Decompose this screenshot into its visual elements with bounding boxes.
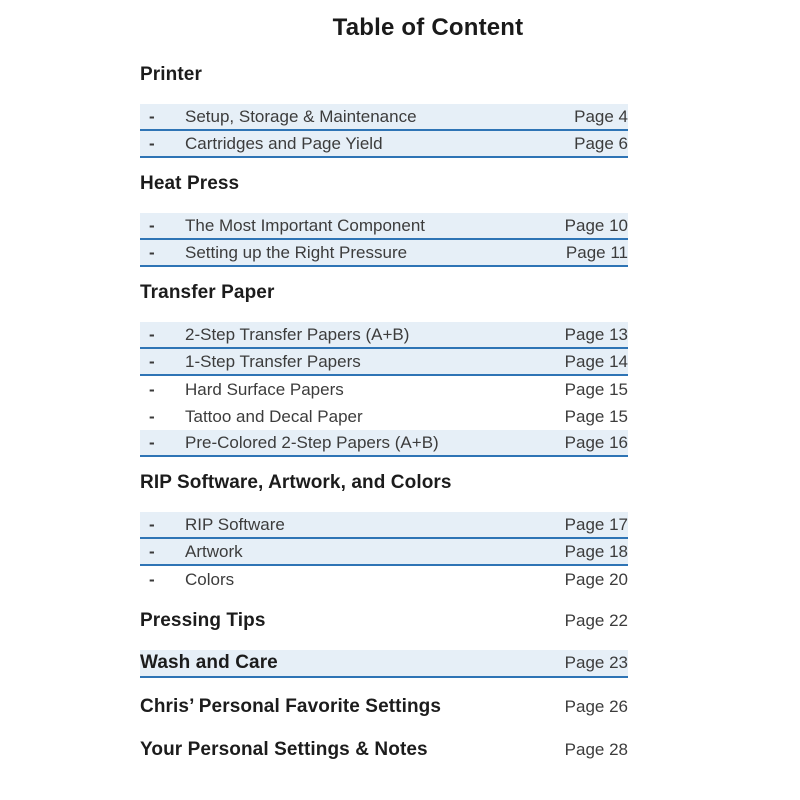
toc-row-most-important-component[interactable] <box>140 213 628 240</box>
dash-bullet: - <box>149 432 155 452</box>
toc-item-page: Page 11 <box>565 242 628 262</box>
dash-bullet: - <box>149 351 155 371</box>
dash-bullet: - <box>149 379 155 399</box>
toc-entry-your-personal-settings[interactable] <box>140 736 628 764</box>
section-heat-press <box>140 173 628 267</box>
toc-item-label: Hard Surface Papers <box>185 379 344 399</box>
dash-bullet: - <box>149 406 155 426</box>
toc-entry-label: Your Personal Settings & Notes <box>140 739 428 760</box>
toc-row-setting-right-pressure[interactable] <box>140 240 628 267</box>
toc-entry-label: Wash and Care <box>140 652 278 673</box>
toc-item-label: RIP Software <box>185 514 285 534</box>
toc-row-cartridges-page-yield[interactable] <box>140 131 628 158</box>
toc-item-page: Page 13 <box>564 324 628 344</box>
section-heading-rip-software: RIP Software, Artwork, and Colors <box>140 472 452 493</box>
toc-item-page: Page 17 <box>564 514 628 534</box>
section-rip-software-artwork-colors <box>140 472 628 593</box>
toc-entry-chris-favorite-settings[interactable] <box>140 693 628 721</box>
toc-entry-wash-and-care[interactable] <box>140 650 628 678</box>
toc-row-1-step-transfer-papers[interactable] <box>140 349 628 376</box>
dash-bullet: - <box>149 215 155 235</box>
toc-item-page: Page 18 <box>564 541 628 561</box>
toc-item-page: Page 15 <box>564 406 628 426</box>
toc-item-page: Page 4 <box>574 106 628 126</box>
dash-bullet: - <box>149 242 155 262</box>
toc-item-label: Pre-Colored 2-Step Papers (A+B) <box>185 432 439 452</box>
page-title: Table of Content <box>332 14 524 41</box>
toc-row-2-step-transfer-papers[interactable] <box>140 322 628 349</box>
toc-item-page: Page 15 <box>564 379 628 399</box>
dash-bullet: - <box>149 133 155 153</box>
toc-entry-page: Page 28 <box>564 740 628 759</box>
toc-entry-page: Page 26 <box>564 697 628 716</box>
toc-item-label: Setting up the Right Pressure <box>185 242 408 262</box>
toc-entry-pressing-tips[interactable] <box>140 607 628 635</box>
toc-item-label: Colors <box>185 569 235 589</box>
toc-entry-label: Chris’ Personal Favorite Settings <box>140 696 442 717</box>
section-heading-heat-press: Heat Press <box>140 173 240 194</box>
toc-item-label: Setup, Storage & Maintenance <box>185 106 417 126</box>
toc-item-page: Page 20 <box>564 569 628 589</box>
section-printer <box>140 64 628 158</box>
section-transfer-paper <box>140 282 628 457</box>
dash-bullet: - <box>149 324 155 344</box>
toc-row-hard-surface-papers[interactable] <box>140 376 628 403</box>
toc-entry-page: Page 23 <box>564 653 628 672</box>
toc-item-page: Page 14 <box>564 351 628 371</box>
toc-item-label: Cartridges and Page Yield <box>185 133 383 153</box>
toc-item-page: Page 10 <box>564 215 628 235</box>
toc-item-label: 1-Step Transfer Papers <box>185 351 361 371</box>
toc-row-rip-software[interactable] <box>140 512 628 539</box>
toc-row-setup-storage-maintenance[interactable] <box>140 104 628 131</box>
toc-row-colors[interactable] <box>140 566 628 593</box>
dash-bullet: - <box>149 514 155 534</box>
dash-bullet: - <box>149 106 155 126</box>
toc-content <box>140 64 628 764</box>
toc-item-page: Page 16 <box>564 432 628 452</box>
toc-item-label: 2-Step Transfer Papers (A+B) <box>185 324 410 344</box>
toc-row-tattoo-decal-paper[interactable] <box>140 403 628 430</box>
toc-entry-label: Pressing Tips <box>140 610 266 631</box>
toc-item-label: Tattoo and Decal Paper <box>185 406 363 426</box>
toc-item-label: Artwork <box>185 541 243 561</box>
toc-item-page: Page 6 <box>574 133 628 153</box>
dash-bullet: - <box>149 541 155 561</box>
toc-item-label: The Most Important Component <box>185 215 426 235</box>
dash-bullet: - <box>149 569 155 589</box>
section-heading-transfer-paper: Transfer Paper <box>140 282 275 303</box>
section-heading-printer: Printer <box>140 64 202 85</box>
toc-row-artwork[interactable] <box>140 539 628 566</box>
toc-row-pre-colored-2-step-papers[interactable] <box>140 430 628 457</box>
toc-entry-page: Page 22 <box>564 611 628 630</box>
